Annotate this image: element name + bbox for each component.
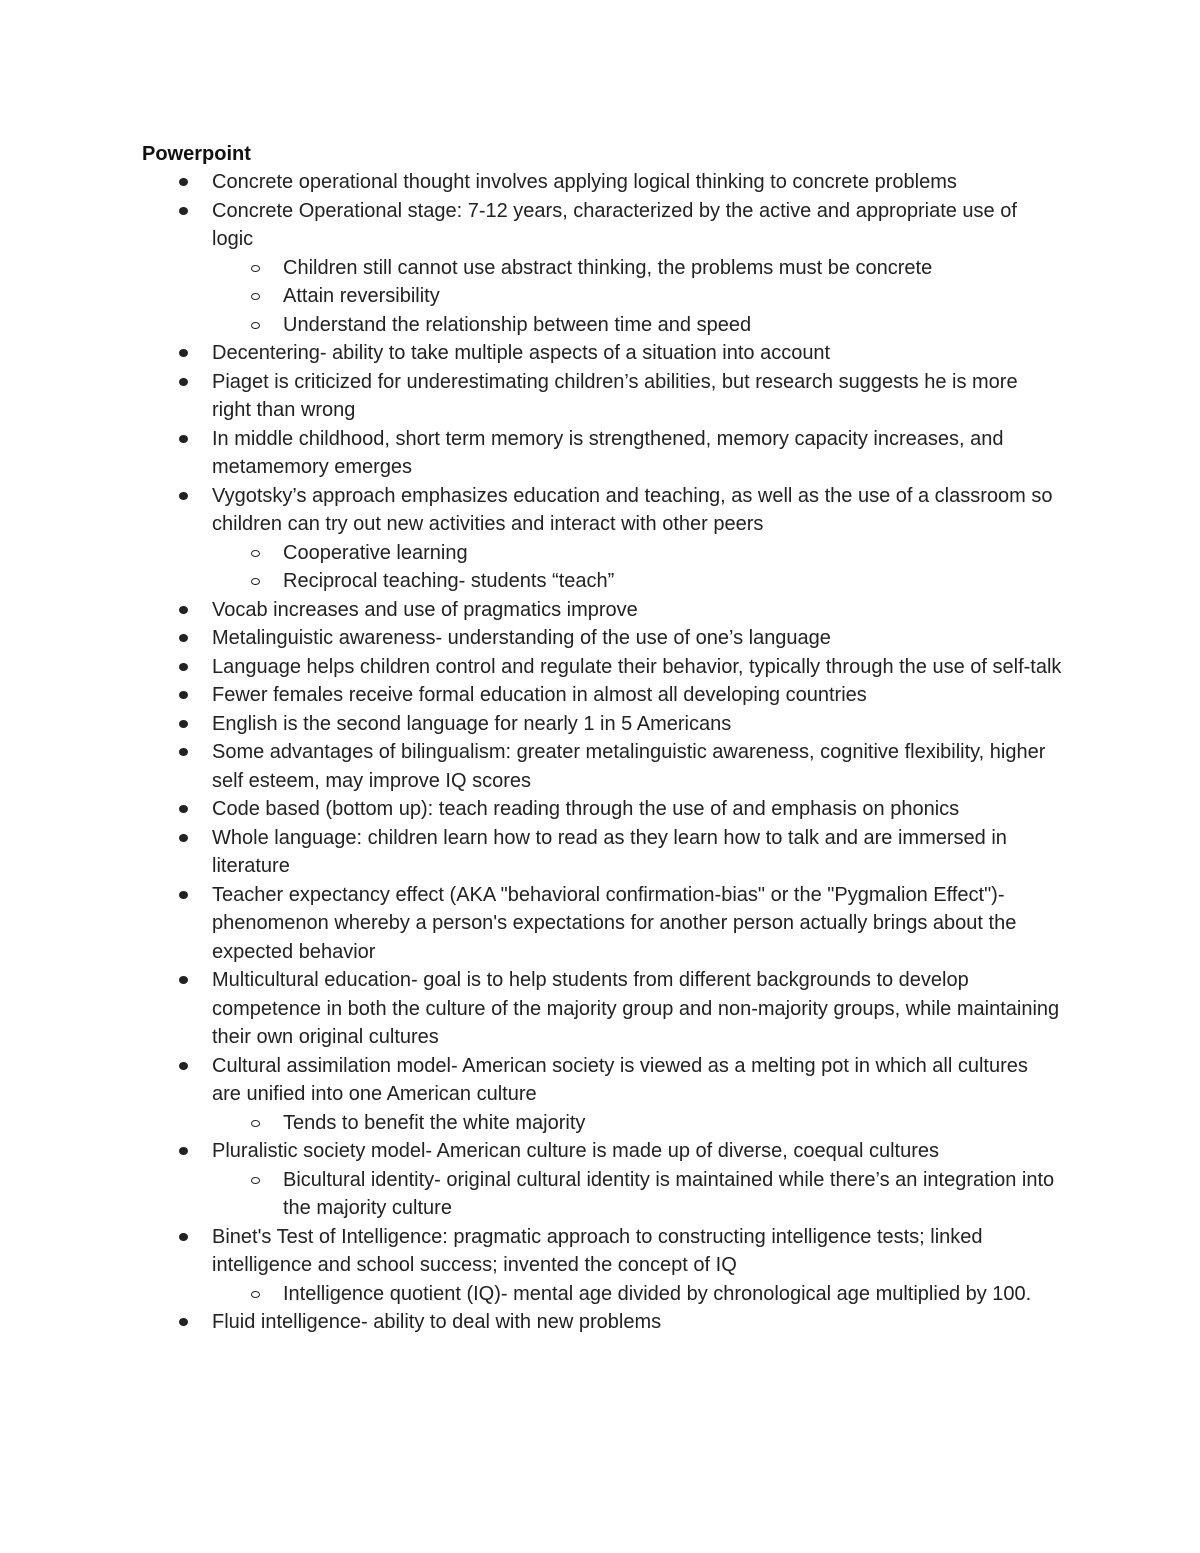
sub-list — [212, 1109, 1062, 1138]
sub-list-item — [212, 1280, 1062, 1309]
sub-list-item-text: Cooperative learning — [283, 541, 468, 564]
list-item-text: Cultural assimilation model- American society is viewed as a melting pot in which all cultures are unified into one American culture — [212, 1054, 1028, 1105]
sub-list-item — [212, 311, 1062, 340]
list-item — [142, 966, 1062, 1052]
list-item — [142, 596, 1062, 625]
sub-list-item — [212, 282, 1062, 311]
list-item — [142, 624, 1062, 653]
list-item — [142, 425, 1062, 482]
list-item-text: Piaget is criticized for underestimating children’s abilities, but research suggests he is more right than wrong — [212, 370, 1018, 421]
hollow-bullet-icon — [251, 1177, 260, 1184]
sub-list-item — [212, 1109, 1062, 1138]
list-item-text: Fewer females receive formal education in almost all developing countries — [212, 684, 867, 706]
section-heading: Powerpoint — [142, 143, 251, 165]
list-item-text: Language helps children control and regulate their behavior, typically through the use of self-talk — [212, 655, 1062, 678]
sub-list-item-text: Understand the relationship between time and speed — [283, 313, 752, 336]
filled-bullet-icon — [179, 891, 188, 899]
sub-list-item-text: Attain reversibility — [283, 285, 440, 307]
list-item-text: In middle childhood, short term memory is strengthened, memory capacity increases, and metamemory emerges — [212, 427, 1004, 478]
list-item — [142, 368, 1062, 425]
list-item — [142, 1223, 1062, 1309]
sub-list-item-text: Tends to benefit the white majority — [283, 1111, 586, 1134]
filled-bullet-icon — [179, 720, 188, 728]
list-item — [142, 710, 1062, 739]
list-item — [142, 1052, 1062, 1138]
hollow-bullet-icon — [251, 322, 260, 329]
list-item — [142, 738, 1062, 795]
sub-list-item — [212, 539, 1062, 568]
list-item-text: Some advantages of bilingualism: greater metalinguistic awareness, cognitive flexibility, higher self esteem, may improve IQ scores — [212, 741, 1046, 792]
list-item — [142, 168, 1062, 197]
list-item — [142, 482, 1062, 596]
list-item-text: Decentering- ability to take multiple aspects of a situation into account — [212, 342, 831, 364]
filled-bullet-icon — [179, 1233, 188, 1241]
list-item — [142, 653, 1062, 682]
filled-bullet-icon — [179, 976, 188, 984]
hollow-bullet-icon — [251, 550, 260, 557]
list-item-text: Binet's Test of Intelligence: pragmatic approach to constructing intelligence tests; linked intelligence and school success; invented the concept of IQ — [212, 1225, 983, 1276]
list-item-text: Pluralistic society model- American culture is made up of diverse, coequal cultures — [212, 1140, 939, 1162]
sub-list-item — [212, 567, 1062, 596]
sub-list-item-text: Reciprocal teaching- students “teach” — [283, 570, 615, 592]
list-item-text: Teacher expectancy effect (AKA "behavioral confirmation-bias" or the "Pygmalion Effect")- phenomenon whereby a person's expectations for another person actually brings about the expected behavior — [212, 883, 1017, 963]
filled-bullet-icon — [179, 492, 188, 500]
filled-bullet-icon — [179, 178, 188, 186]
list-item-text: Code based (bottom up): teach reading through the use of and emphasis on phonics — [212, 798, 960, 820]
list-item-text: English is the second language for nearly 1 in 5 Americans — [212, 712, 732, 735]
filled-bullet-icon — [179, 606, 188, 614]
sub-list-item — [212, 254, 1062, 283]
filled-bullet-icon — [179, 207, 188, 215]
hollow-bullet-icon — [251, 293, 260, 300]
list-item — [142, 197, 1062, 340]
filled-bullet-icon — [179, 834, 188, 842]
list-item-text: Concrete operational thought involves applying logical thinking to concrete problems — [212, 171, 957, 193]
list-item — [142, 881, 1062, 967]
list-item-text: Concrete Operational stage: 7-12 years, characterized by the active and appropriate use of logic — [212, 199, 1017, 250]
sub-list — [212, 539, 1062, 596]
sub-list-item — [212, 1166, 1062, 1223]
list-item — [142, 1308, 1062, 1337]
filled-bullet-icon — [179, 1318, 188, 1326]
filled-bullet-icon — [179, 805, 188, 813]
filled-bullet-icon — [179, 349, 188, 357]
list-item — [142, 681, 1062, 710]
filled-bullet-icon — [179, 691, 188, 699]
document-page — [142, 140, 1062, 1337]
sub-list-item-text: Bicultural identity- original cultural identity is maintained while there’s an integration into the majority culture — [283, 1168, 1055, 1219]
sub-list-item-text: Children still cannot use abstract thinking, the problems must be concrete — [283, 256, 933, 279]
filled-bullet-icon — [179, 748, 188, 756]
list-item-text: Vygotsky’s approach emphasizes education and teaching, as well as the use of a classroom so children can try out new activities and interact with other peers — [212, 484, 1053, 535]
filled-bullet-icon — [179, 435, 188, 443]
list-item — [142, 1137, 1062, 1223]
filled-bullet-icon — [179, 1062, 188, 1070]
list-item-text: Multicultural education- goal is to help students from different backgrounds to develop competence in both the culture of the majority group and non-majority groups, while maintaining their own original cultures — [212, 969, 1060, 1048]
sub-list — [212, 254, 1062, 340]
notes-list — [142, 168, 1062, 1337]
sub-list — [212, 1280, 1062, 1309]
filled-bullet-icon — [179, 1147, 188, 1155]
hollow-bullet-icon — [251, 265, 260, 272]
filled-bullet-icon — [179, 663, 188, 671]
filled-bullet-icon — [179, 634, 188, 642]
list-item-text: Vocab increases and use of pragmatics improve — [212, 598, 638, 621]
hollow-bullet-icon — [251, 1120, 260, 1127]
sub-list-item-text: Intelligence quotient (IQ)- mental age divided by chronological age multiplied by 100. — [283, 1282, 1032, 1305]
list-item-text: Whole language: children learn how to read as they learn how to talk and are immersed in literature — [212, 826, 1007, 877]
hollow-bullet-icon — [251, 1291, 260, 1298]
list-item-text: Fluid intelligence- ability to deal with new problems — [212, 1311, 662, 1333]
list-item — [142, 824, 1062, 881]
hollow-bullet-icon — [251, 578, 260, 585]
list-item — [142, 339, 1062, 368]
list-item — [142, 795, 1062, 824]
sub-list — [212, 1166, 1062, 1223]
list-item-text: Metalinguistic awareness- understanding of the use of one’s language — [212, 627, 831, 649]
filled-bullet-icon — [179, 378, 188, 386]
